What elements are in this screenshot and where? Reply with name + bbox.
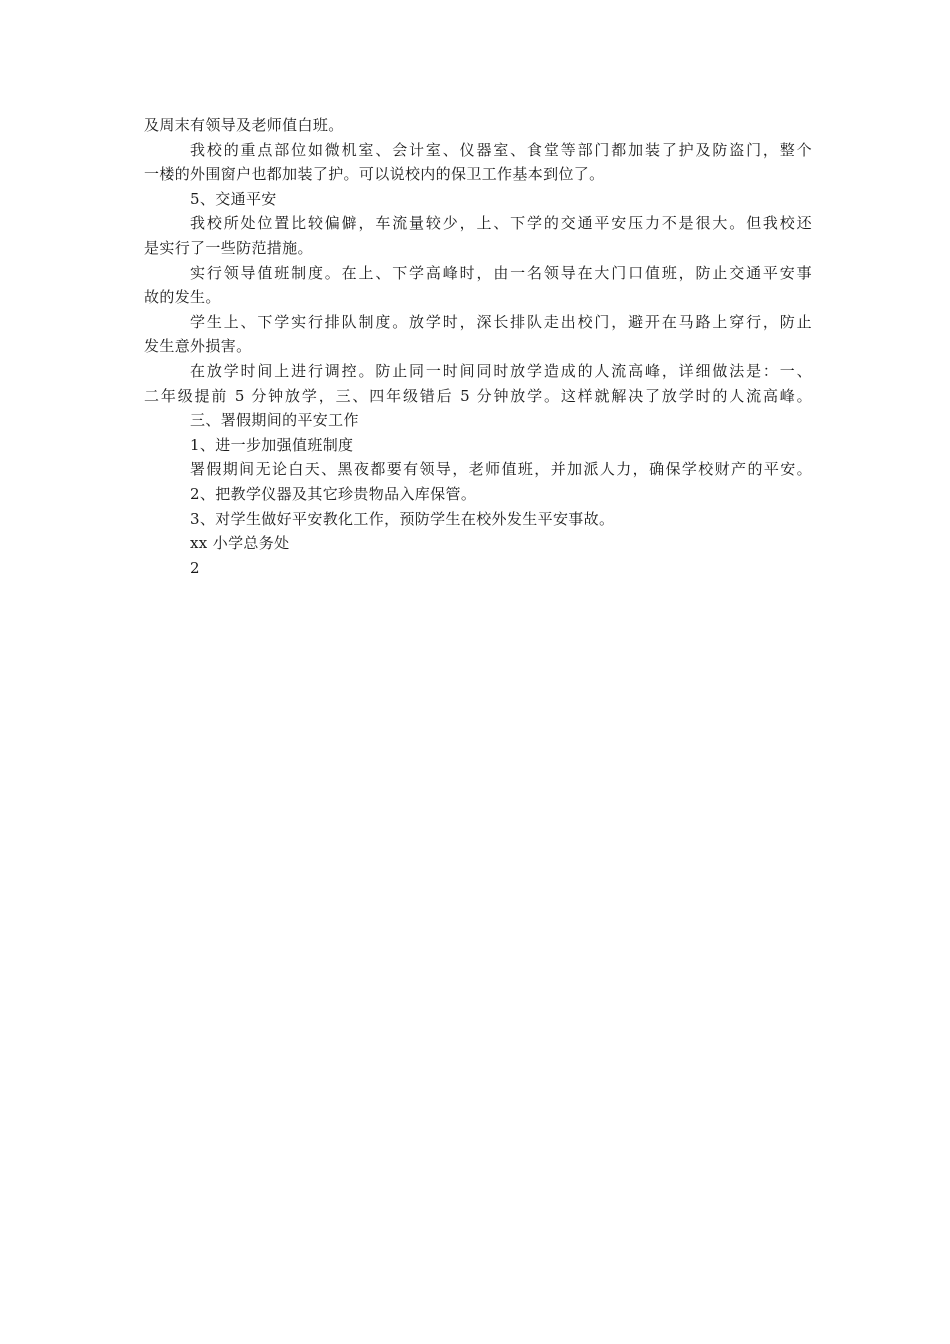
text-line: 在放学时间上进行调控。防止同一时间同时放学造成的人流高峰，详细做法是：一、	[190, 361, 812, 380]
section-heading: 三、署假期间的平安工作	[190, 411, 359, 430]
text-line: 一楼的外围窗户也都加装了护。可以说校内的保卫工作基本到位了。	[144, 165, 605, 184]
text-line: 学生上、下学实行排队制度。放学时，深长排队走出校门，避开在马路上穿行，防止	[190, 312, 812, 331]
subsection-heading: 2、把教学仪器及其它珍贵物品入库保管。	[190, 484, 477, 503]
subsection-heading: 1、进一步加强值班制度	[190, 435, 354, 454]
section-heading: 5、交通平安	[190, 189, 277, 208]
text-line: 是实行了一些防范措施。	[144, 238, 313, 257]
text-line: 我校的重点部位如微机室、会计室、仪器室、食堂等部门都加装了护及防盗门，整个	[190, 140, 812, 159]
text-line: 及周末有领导及老师值白班。	[144, 116, 344, 134]
text-line: 实行领导值班制度。在上、下学高峰时，由一名领导在大门口值班，防止交通平安事	[190, 263, 812, 282]
page-number: 2	[190, 558, 200, 577]
subsection-heading: 3、对学生做好平安教化工作，预防学生在校外发生平安事故。	[190, 509, 615, 528]
text-line: 署假期间无论白天、黑夜都要有领导，老师值班，并加派人力，确保学校财产的平安。	[190, 460, 812, 479]
signature-line: xx 小学总务处	[190, 534, 290, 553]
text-line: 发生意外损害。	[144, 337, 252, 356]
text-line: 我校所处位置比较偏僻，车流量较少，上、下学的交通平安压力不是很大。但我校还	[190, 214, 812, 233]
document-page	[144, 113, 812, 580]
text-line: 二年级提前 5 分钟放学，三、四年级错后 5 分钟放学。这样就解决了放学时的人流高峰。	[144, 386, 812, 405]
text-line: 故的发生。	[144, 288, 221, 307]
